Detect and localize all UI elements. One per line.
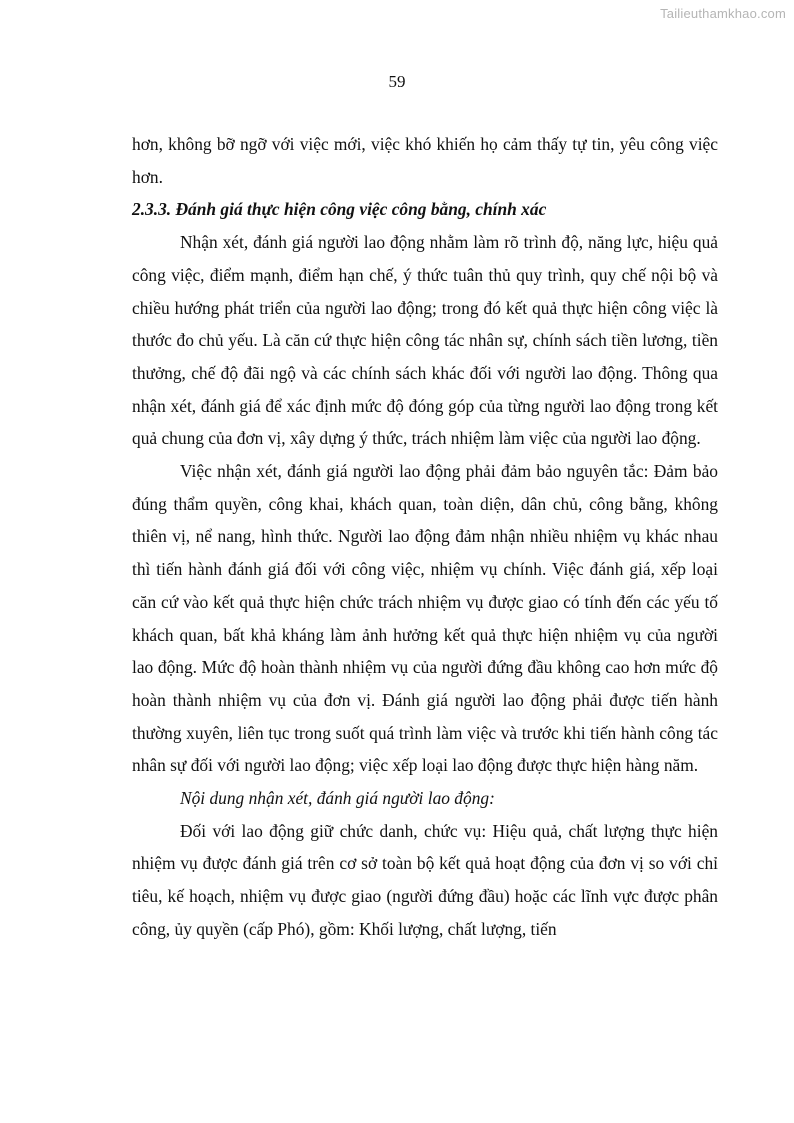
paragraph-continuation: hơn, không bỡ ngỡ với việc mới, việc khó khiến họ cảm thấy tự tin, yêu công việc hơn. xyxy=(132,134,718,187)
paragraph: Đối với lao động giữ chức danh, chức vụ: Hiệu quả, chất lượng thực hiện nhiệm vụ được đánh giá trên cơ sở toàn bộ kết quả hoạt động của đơn vị so với chỉ tiêu, kế hoạch, nhiệm vụ được giao (người đứng đầu) hoặc các lĩnh vực được phân công, ủy quyền (cấp Phó), gồm: Khối lượng, chất lượng, tiến xyxy=(132,820,718,939)
document-body xyxy=(132,128,718,946)
paragraph: Việc nhận xét, đánh giá người lao động phải đảm bảo nguyên tắc: Đảm bảo đúng thẩm quyền, công khai, khách quan, toàn diện, dân chủ, công bằng, không thiên vị, nể nang, hình thức. Người lao động đảm nhận nhiều nhiệm vụ khác nhau thì tiến hành đánh giá đối với công việc, nhiệm vụ chính. Việc đánh giá, xếp loại căn cứ vào kết quả thực hiện chức trách nhiệm vụ được giao có tính đến các yếu tố khách quan, bất khả kháng làm ảnh hưởng kết quả thực hiện nhiệm vụ của người lao động. Mức độ hoàn thành nhiệm vụ của người đứng đầu không cao hơn mức độ hoàn thành nhiệm vụ của đơn vị. Đánh giá người lao động phải được tiến hành thường xuyên, liên tục trong suốt quá trình làm việc và trước khi tiến hành công tác nhân sự đối với người lao động; việc xếp loại lao động được thực hiện hàng năm. xyxy=(132,461,718,776)
paragraph: Nhận xét, đánh giá người lao động nhằm làm rõ trình độ, năng lực, hiệu quả công việc, điểm mạnh, điểm hạn chế, ý thức tuân thủ quy trình, quy chế nội bộ và chiều hướng phát triển của người lao động; trong đó kết quả thực hiện công việc là thước đo chủ yếu. Là căn cứ thực hiện công tác nhân sự, chính sách tiền lương, tiền thưởng, chế độ đãi ngộ và các chính sách khác đối với người lao động. Thông qua nhận xét, đánh giá để xác định mức độ đóng góp của từng người lao động trong kết quả chung của đơn vị, xây dựng ý thức, trách nhiệm làm việc của người lao động. xyxy=(132,232,718,449)
section-heading: 2.3.3. Đánh giá thực hiện công việc công bằng, chính xác xyxy=(132,199,547,220)
watermark: Tailieuthamkhao.com xyxy=(660,6,786,21)
subheading: Nội dung nhận xét, đánh giá người lao động: xyxy=(180,788,495,809)
page-number: 59 xyxy=(388,72,406,91)
